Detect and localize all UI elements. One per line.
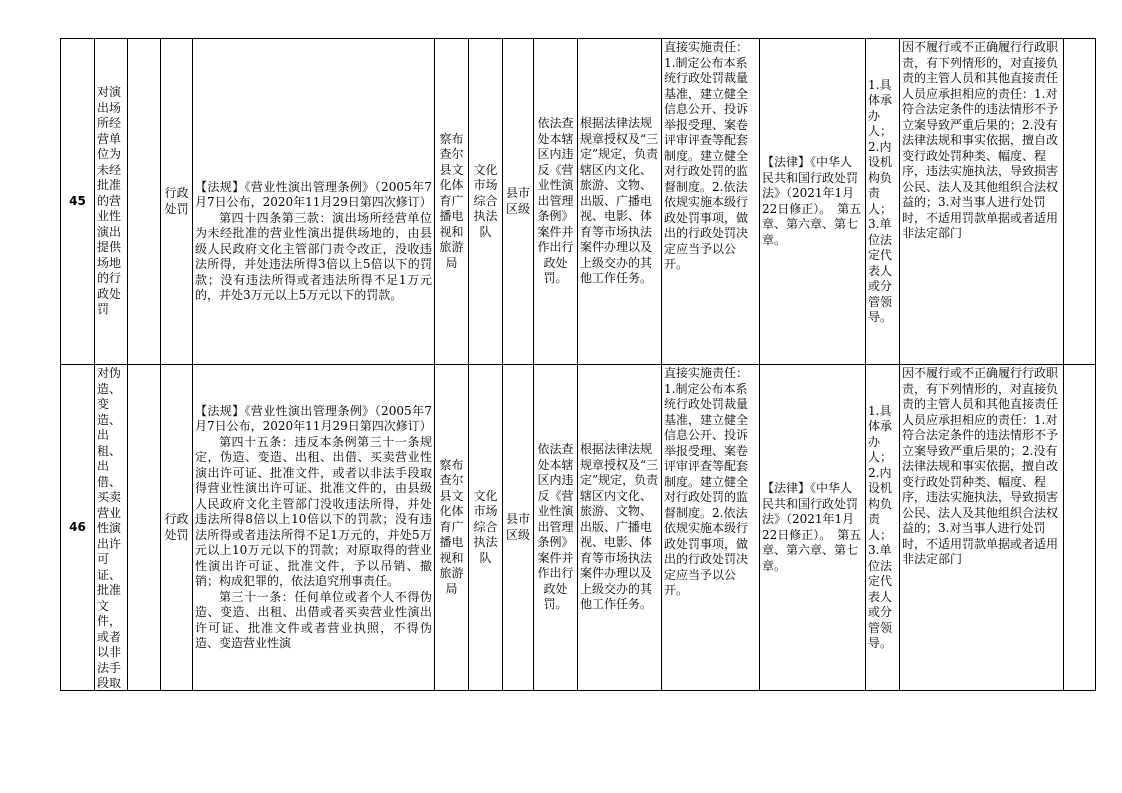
accountability-text: 因不履行或不正确履行行政职责，有下列情形的，对直接负责的主管人员和其他直接责任人员应承担相应的责任：1.对符合法定条件的违法情形不予立案导致严重后果的；2.没有法律法规和事实依据，擅自改变行政处罚种类、幅度、程序，违法实施执法，导致损害公民、法人及其他组织合法权益的；3.对当事人进行处罚时，不适用罚款单据或者适用非法定部门 xyxy=(902,40,1059,240)
power-basis-cell: 根据法律法规规章授权及“三定”规定，负责辖区内文化、旅游、文物、出版、广播电视、电影、体育等市场执法案件办理以及上级交办的其他工作任务。 xyxy=(578,365,662,691)
responsible-persons-cell: 1.具体承办人；2.内设机构负责人；3.单位法定代表人或分管领导。 xyxy=(866,39,900,365)
power-list-table xyxy=(60,38,1096,691)
responsibility-basis-cell: 【法律】《中华人民共和国行政处罚法》（2021年1月22日修正）。 第五章、第六章、第七章。 xyxy=(760,365,866,691)
table-row xyxy=(61,365,1096,691)
sub-item-cell xyxy=(128,39,161,365)
power-basis-cell: 根据法律法规规章授权及“三定”规定，负责辖区内文化、旅游、文物、出版、广播电视、电影、体育等市场执法案件办理以及上级交办的其他工作任务。 xyxy=(578,39,662,365)
responsibility-cell: 直接实施责任：1.制定公布本系统行政处罚裁量基准，建立健全信息公开、投诉举报受理、案卷评审评查等配套制度。建立健全对行政处罚的监督制度。2.依法依规实施本级行政处罚事项，做出的行政处罚决定应当予以公开。 xyxy=(662,39,760,365)
item-name: 对伪造、变造、出租、出借、买卖营业性演出许可证、批准文件，或者以非法手段取 xyxy=(97,366,122,689)
legal-basis-paragraph: 第四十五条：违反本条例第三十一条规定，伪造、变造、出租、出借、买卖营业性演出许可证、批准文件，或者以非法手段取得营业性演出许可证、批准文件的，由县级人民政府文化主管部门没收违法所得，并处违法所得8倍以上10倍以下的罚款；没有违法所得或者违法所得不足1万元的，并处5万元以上10万元以下的罚款；对原取得的营业性演出许可证、批准文件，予以吊销、撤销；构成犯罪的，依法追究刑事责任。 xyxy=(195,434,432,588)
item-name-cell xyxy=(95,365,128,691)
item-name: 对演出场所经营单位为未经批准的营业性演出提供场地的行政处罚 xyxy=(97,85,122,317)
level-cell: 县市区级 xyxy=(503,365,534,691)
legal-basis-cell xyxy=(193,365,435,691)
remarks-cell xyxy=(1064,365,1096,691)
implementing-body-cell: 察布查尔县文化体育广播电视和旅游局 xyxy=(435,365,469,691)
responsibility-basis-cell: 【法律】《中华人民共和国行政处罚法》（2021年1月22日修正）。 第五章、第六章、第七章。 xyxy=(760,39,866,365)
scope-cell: 依法查处本辖区内违反《营业性演出管理条例》案件并作出行政处罚。 xyxy=(534,365,578,691)
row-number: 46 xyxy=(61,365,95,691)
accountability-cell xyxy=(900,365,1064,691)
scope-cell: 依法查处本辖区内违反《营业性演出管理条例》案件并作出行政处罚。 xyxy=(534,39,578,365)
responsible-unit-cell: 文化市场综合执法队 xyxy=(469,365,503,691)
sub-item-cell xyxy=(128,365,161,691)
responsible-unit-cell: 文化市场综合执法队 xyxy=(469,39,503,365)
legal-basis-head: 【法规】《营业性演出管理条例》（2005年7月7日公布，2020年11月29日第四次修订） xyxy=(195,403,432,433)
category-cell: 行政处罚 xyxy=(161,39,193,365)
legal-basis-paragraph: 第三十一条：任何单位或者个人不得伪造、变造、出租、出借或者买卖营业性演出许可证、批准文件或者营业执照，不得伪造、变造营业性演 xyxy=(195,589,432,650)
remarks-cell xyxy=(1064,39,1096,365)
legal-basis-head: 【法规】《营业性演出管理条例》（2005年7月7日公布，2020年11月29日第四次修订） xyxy=(195,179,432,209)
legal-basis-paragraph: 第四十四条第三款：演出场所经营单位为未经批准的营业性演出提供场地的，由县级人民政府文化主管部门责令改正，没收违法所得，并处违法所得3倍以上5倍以下的罚款；没有违法所得或者违法所得不足1万元的，并处3万元以上5万元以下的罚款。 xyxy=(195,210,432,302)
implementing-body-cell: 察布查尔县文化体育广播电视和旅游局 xyxy=(435,39,469,365)
accountability-cell xyxy=(900,39,1064,365)
responsible-persons-cell: 1.具体承办人；2.内设机构负责人；3.单位法定代表人或分管领导。 xyxy=(866,365,900,691)
table-row xyxy=(61,39,1096,365)
legal-basis-cell xyxy=(193,39,435,365)
row-number: 45 xyxy=(61,39,95,365)
responsibility-cell: 直接实施责任：1.制定公布本系统行政处罚裁量基准，建立健全信息公开、投诉举报受理、案卷评审评查等配套制度。建立健全对行政处罚的监督制度。2.依法依规实施本级行政处罚事项，做出的行政处罚决定应当予以公开。 xyxy=(662,365,760,691)
category-cell: 行政处罚 xyxy=(161,365,193,691)
accountability-text: 因不履行或不正确履行行政职责，有下列情形的，对直接负责的主管人员和其他直接责任人员应承担相应的责任：1.对符合法定条件的违法情形不予立案导致严重后果的；2.没有法律法规和事实依据，擅自改变行政处罚种类、幅度、程序，违法实施执法，导致损害公民、法人及其他组织合法权益的；3.对当事人进行处罚时，不适用罚款单据或者适用非法定部门 xyxy=(902,366,1059,566)
level-cell: 县市区级 xyxy=(503,39,534,365)
item-name-cell xyxy=(95,39,128,365)
